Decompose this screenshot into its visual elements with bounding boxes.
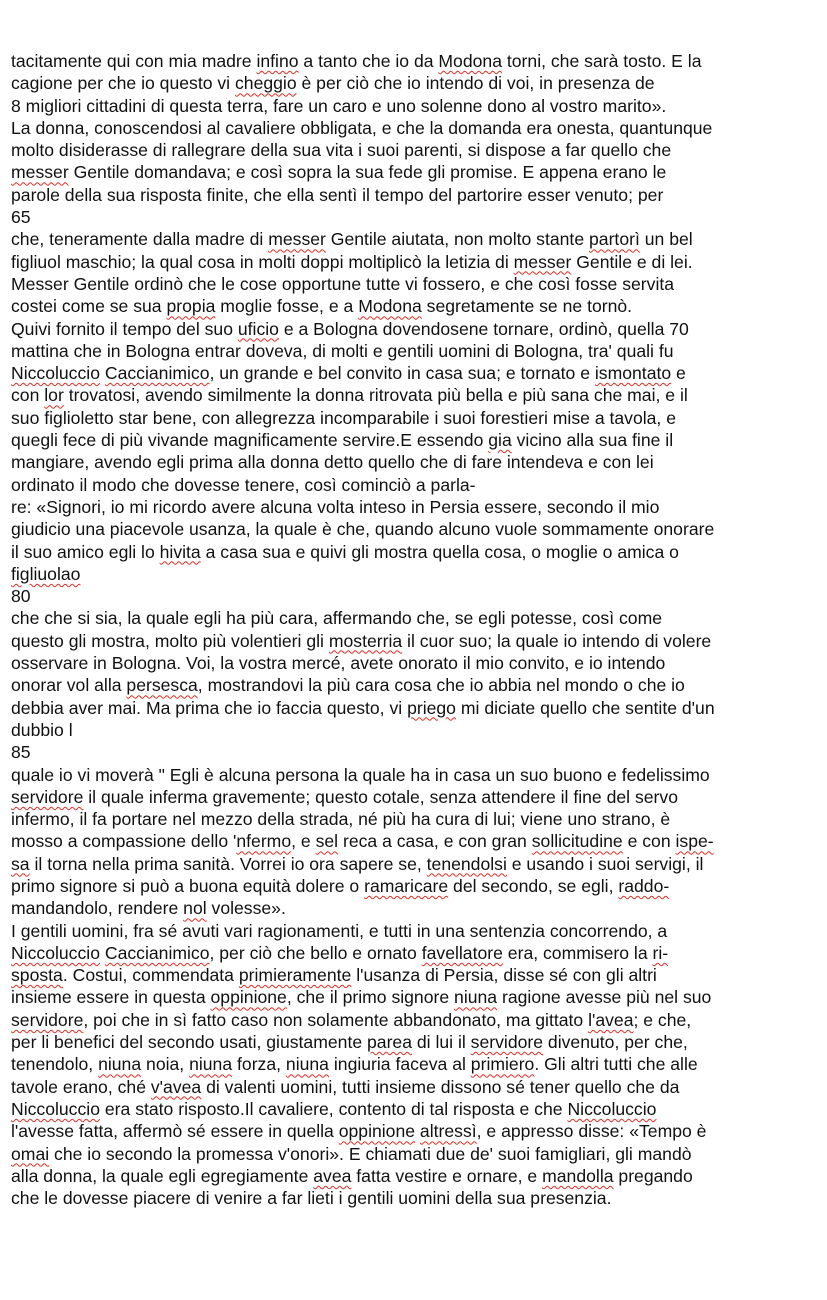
text-run: , mostrandovi la più cara cosa che io abbia nel mondo o che io [197,675,685,696]
text-run: suo figlioletto star bene, con allegrezza incomparabile i suoi forestieri mise a tavola, e [11,407,676,428]
text-run: divenuto, per che, [543,1032,688,1053]
text-run: ; e che, [633,1009,692,1030]
text-line [11,184,823,206]
spellcheck-flagged-word: primiero [470,1054,535,1075]
spellcheck-flagged-word: partorì [589,229,640,250]
text-run: Gentile e di lei. [571,251,693,272]
text-line [11,920,823,942]
text-line [11,1120,823,1142]
text-line [11,1009,823,1031]
spellcheck-flagged-word: Niccoluccio [11,1098,100,1119]
spellcheck-flagged-word: ramaricare [364,875,449,896]
text-line [11,429,823,451]
text-run: parole della sua risposta finite, che ella sentì il tempo del partorire esser venuto; per [11,184,664,205]
text-line [11,1187,823,1209]
text-run: primo signore si può a buona equità dolere o [11,875,365,896]
spellcheck-flagged-word: oppinione [210,987,287,1008]
text-line [11,206,823,228]
text-run: del secondo, se egli, [448,875,619,896]
spellcheck-flagged-word: primieramente [238,965,352,986]
text-line [11,161,823,183]
text-run: che le dovesse piacere di venire a far lieti i gentili uomini della sua presenzia. [11,1188,612,1209]
text-run: . Costui, commendata [62,965,239,986]
text-run: Quivi fornito il tempo del suo [11,318,238,339]
text-line [11,719,823,741]
spellcheck-flagged-word: nfermo [236,831,292,852]
text-run: segretamente se ne tornò. [421,296,633,317]
text-line [11,986,823,1008]
text-line [11,808,823,830]
text-run: osservare in Bologna. Voi, la vostra mercé, avete onorato il mio convito, e io intendo [11,653,666,674]
document-body [11,50,823,1209]
spellcheck-flagged-word: servidore [470,1032,544,1053]
text-run: l'avesse fatta, affermò sé essere in quella [11,1121,339,1142]
text-line [11,764,823,786]
text-line [11,1076,823,1098]
text-run: era, commisero la [502,942,653,963]
text-run: tacitamente qui con mia madre [11,51,257,71]
text-run: Gentile aiutata, non molto stante [325,229,589,250]
text-run: , e appresso disse: «Tempo è [476,1121,707,1142]
text-run: cagione per che io questo vi [11,73,235,94]
text-run: . Gli altri tutti che alle [534,1054,698,1075]
text-line [11,117,823,139]
text-run: noia, [141,1054,190,1075]
spellcheck-flagged-word: tenendolsi [426,853,507,874]
spellcheck-flagged-word: ispe- [675,831,714,852]
spellcheck-flagged-word: gia [488,430,512,451]
text-line [11,652,823,674]
text-run: , per ciò che bello e ornato [209,942,422,963]
text-line [11,585,823,607]
text-line [11,786,823,808]
spellcheck-flagged-word: sposta [11,965,63,986]
spellcheck-flagged-word: parea [367,1032,412,1053]
text-line [11,474,823,496]
text-run: ingiuria faceva al [328,1054,471,1075]
text-run: trovatosi, avendo similmente la donna ritrovata più bella e più sana che mai, e il [63,385,688,406]
text-line [11,1098,823,1120]
text-line [11,875,823,897]
spellcheck-flagged-word: propia [166,296,216,317]
spellcheck-flagged-word: raddo- [618,875,670,896]
spellcheck-flagged-word: uficio [237,318,279,339]
text-run: infermo, il fa portare nel mezzo della strada, né più ha cura di lui; viene uno strano, è [11,809,671,830]
text-run: che, teneramente dalla madre di [11,229,269,250]
text-run: tenendolo, [11,1054,99,1075]
text-run: con [11,385,45,406]
text-line [11,228,823,250]
text-run: torni, che sarà tosto. E la [502,51,702,71]
spellcheck-flagged-word: niuna [285,1054,329,1075]
spellcheck-flagged-word: sa [11,853,30,874]
text-line [11,384,823,406]
text-run: mosso a compassione dello ' [11,831,237,852]
text-run: mandandolo, rendere [11,898,184,919]
text-run: quale io vi moverà " Egli è alcuna persona la quale ha in casa un suo buono e fedelissimo [11,764,710,785]
text-run: costei come se sua [11,296,167,317]
spellcheck-flagged-word: niuna [454,987,498,1008]
text-line [11,942,823,964]
text-run: ragione avesse più nel suo [497,987,712,1008]
spellcheck-flagged-word: messer [513,251,572,272]
text-line [11,340,823,362]
text-run: quegli fece di più vivande magnificamente servire.E essendo [11,430,489,451]
text-line [11,451,823,473]
text-run: che io secondo la promessa v'onori». E chiamati due de' suoi famigliari, gli mandò [49,1143,692,1164]
text-line [11,295,823,317]
text-run: e con [622,831,676,852]
text-line [11,1053,823,1075]
spellcheck-flagged-word: figliuolao [11,563,81,584]
text-run: volesse». [206,898,286,919]
text-run: , poi che in sì fatto caso non solamente abbandonato, ma gittato [83,1009,589,1030]
text-run: Gentile domandava; e così sopra la sua fede gli promise. E appena erano le [68,162,667,183]
text-run: re: «Signori, io mi ricordo avere alcuna volta inteso in Persia essere, secondo il mio [11,496,660,517]
text-run: mangiare, avendo egli prima alla donna detto quello che di fare intendeva e con lei [11,452,654,473]
text-run: 8 migliori cittadini di questa terra, fare un caro e uno solenne dono al vostro marito». [11,95,667,116]
text-line [11,1165,823,1187]
spellcheck-flagged-word: ismontato [594,363,672,384]
text-line [11,518,823,540]
text-line [11,318,823,340]
spellcheck-flagged-word: cheggio [234,73,297,94]
text-run: il torna nella prima sanità. Vorrei io ora sapere se, [29,853,427,874]
spellcheck-flagged-word: Modona [358,296,422,317]
text-run: Messer Gentile ordinò che le cose opportune tutte vi fossero, e che così fosse servita [11,273,675,294]
text-run: e a Bologna dovendosene tornare, ordinò, quella 70 [278,318,689,339]
spellcheck-flagged-word: Caccianimico [104,363,210,384]
text-run: I gentili uomini, fra sé avuti vari ragionamenti, e tutti in una sentenzia concorrendo, a [11,920,668,941]
text-run: debbia aver mai. Ma prima che io faccia questo, vi [11,697,408,718]
text-line [11,1143,823,1165]
text-run: è per ciò che io intendo di voi, in presenza de [296,73,655,94]
text-run: 85 [11,742,31,763]
text-run: forza, [232,1054,286,1075]
spellcheck-flagged-word: sel [315,831,339,852]
text-line [11,1031,823,1053]
text-run: 80 [11,586,31,607]
spellcheck-flagged-word: Niccoluccio [567,1098,657,1119]
text-line [11,630,823,652]
spellcheck-flagged-word: favellatore [421,942,503,963]
text-run: 65 [11,207,31,228]
spellcheck-flagged-word: infino [256,51,299,71]
text-run: a tanto che io da [298,51,439,71]
text-run: pregando [613,1165,693,1186]
text-run: per li benefici del secondo usati, giustamente [11,1032,367,1053]
text-line [11,496,823,518]
text-run: questo gli mostra, molto più volentieri gli [11,630,329,651]
text-run: il suo amico egli lo [11,541,160,562]
text-line [11,72,823,94]
text-line [11,563,823,585]
text-line [11,741,823,763]
text-run: a casa sua e quivi gli mostra quella cosa, o moglie o amica o [200,541,679,562]
text-line [11,964,823,986]
text-run: che che si sia, la quale egli ha più cara, affermando che, se egli potesse, così come [11,608,663,629]
text-line [11,50,823,72]
text-run: ordinato il modo che dovesse tenere, così cominciò a parla- [11,474,476,495]
spellcheck-flagged-word: niuna [98,1054,142,1075]
text-run: l'usanza di Persia, disse sé con gli altri [351,965,657,986]
text-run: moglie fosse, e a [215,296,359,317]
text-run: La donna, conoscendosi al cavaliere obbligata, e che la domanda era onesta, quantunque [11,117,713,138]
text-line [11,897,823,919]
spellcheck-flagged-word: servidore [11,1009,84,1030]
text-run: alla donna, la quale egli egregiamente [11,1165,314,1186]
text-line [11,362,823,384]
text-line [11,273,823,295]
spellcheck-flagged-word: v'avea [150,1076,202,1097]
text-run: molto disiderasse di rallegrare della sua vita i suoi parenti, si dispose a far quello che [11,140,672,161]
spellcheck-flagged-word: niuna [189,1054,233,1075]
spellcheck-flagged-word: messer [11,162,69,183]
text-run: , e [291,831,316,852]
text-run: tavole erano, ché [11,1076,151,1097]
spellcheck-flagged-word: priego [407,697,456,718]
text-run: insieme essere in questa [11,987,211,1008]
spellcheck-flagged-word: ri- [652,942,669,963]
text-run: vicino alla sua fine il [511,430,674,451]
spellcheck-flagged-word: sollicitudine [531,831,623,852]
text-run: reca a casa, e con gran [338,831,532,852]
spellcheck-flagged-word: servidore [11,786,84,807]
spellcheck-flagged-word: nol [183,898,207,919]
text-run: di valenti uomini, tutti insieme dissono sé tener quello che da [201,1076,680,1097]
spellcheck-flagged-word: oppinione [338,1121,416,1142]
text-run: dubbio l [11,719,73,740]
text-line [11,407,823,429]
text-line [11,95,823,117]
spellcheck-flagged-word: persesca [126,675,198,696]
spellcheck-flagged-word: mosterria [328,630,403,651]
text-run: fatta vestire e ornare, e [351,1165,543,1186]
spellcheck-flagged-word: hivita [159,541,201,562]
text-run: mattina che in Bologna entrar doveva, di molti e gentili uomini di Bologna, tra' quali fu [11,340,674,361]
text-line [11,853,823,875]
spellcheck-flagged-word: Caccianimico [104,942,210,963]
text-run: e [671,363,686,384]
spellcheck-flagged-word: l'avea [588,1009,634,1030]
spellcheck-flagged-word: altressì [419,1121,477,1142]
text-run: giudicio una piacevole usanza, la quale è che, quando alcuno vuole sommamente onorare [11,519,715,540]
text-run: onorar vol alla [11,675,127,696]
spellcheck-flagged-word: messer [268,229,326,250]
text-run: figliuol maschio; la qual cosa in molti doppi moltiplicò la letizia di [11,251,514,272]
text-run: era stato risposto.Il cavaliere, contento di tal risposta e che [99,1098,568,1119]
text-line [11,607,823,629]
text-line [11,541,823,563]
spellcheck-flagged-word: mandolla [542,1165,614,1186]
spellcheck-flagged-word: avea [313,1165,352,1186]
text-run: mi diciate quello che sentite d'un [455,697,715,718]
text-run: , che il primo signore [286,987,455,1008]
spellcheck-flagged-word: omai [11,1143,50,1164]
text-line [11,697,823,719]
spellcheck-flagged-word: Modona [438,51,502,71]
text-run: , un grande e bel convito in casa sua; e tornato e [209,363,595,384]
spellcheck-flagged-word: Niccoluccio [11,363,100,384]
text-line [11,251,823,273]
text-line [11,830,823,852]
text-run: un bel [639,229,693,250]
spellcheck-flagged-word: lor [44,385,64,406]
spellcheck-flagged-word: Niccoluccio [11,942,100,963]
text-run: di lui il [412,1032,471,1053]
text-run: il cuor suo; la quale io intendo di volere [402,630,712,651]
text-run: e usando i suoi servigi, il [506,853,704,874]
text-line [11,674,823,696]
text-line [11,139,823,161]
text-run: il quale inferma gravemente; questo cotale, senza attendere il fine del servo [83,786,678,807]
